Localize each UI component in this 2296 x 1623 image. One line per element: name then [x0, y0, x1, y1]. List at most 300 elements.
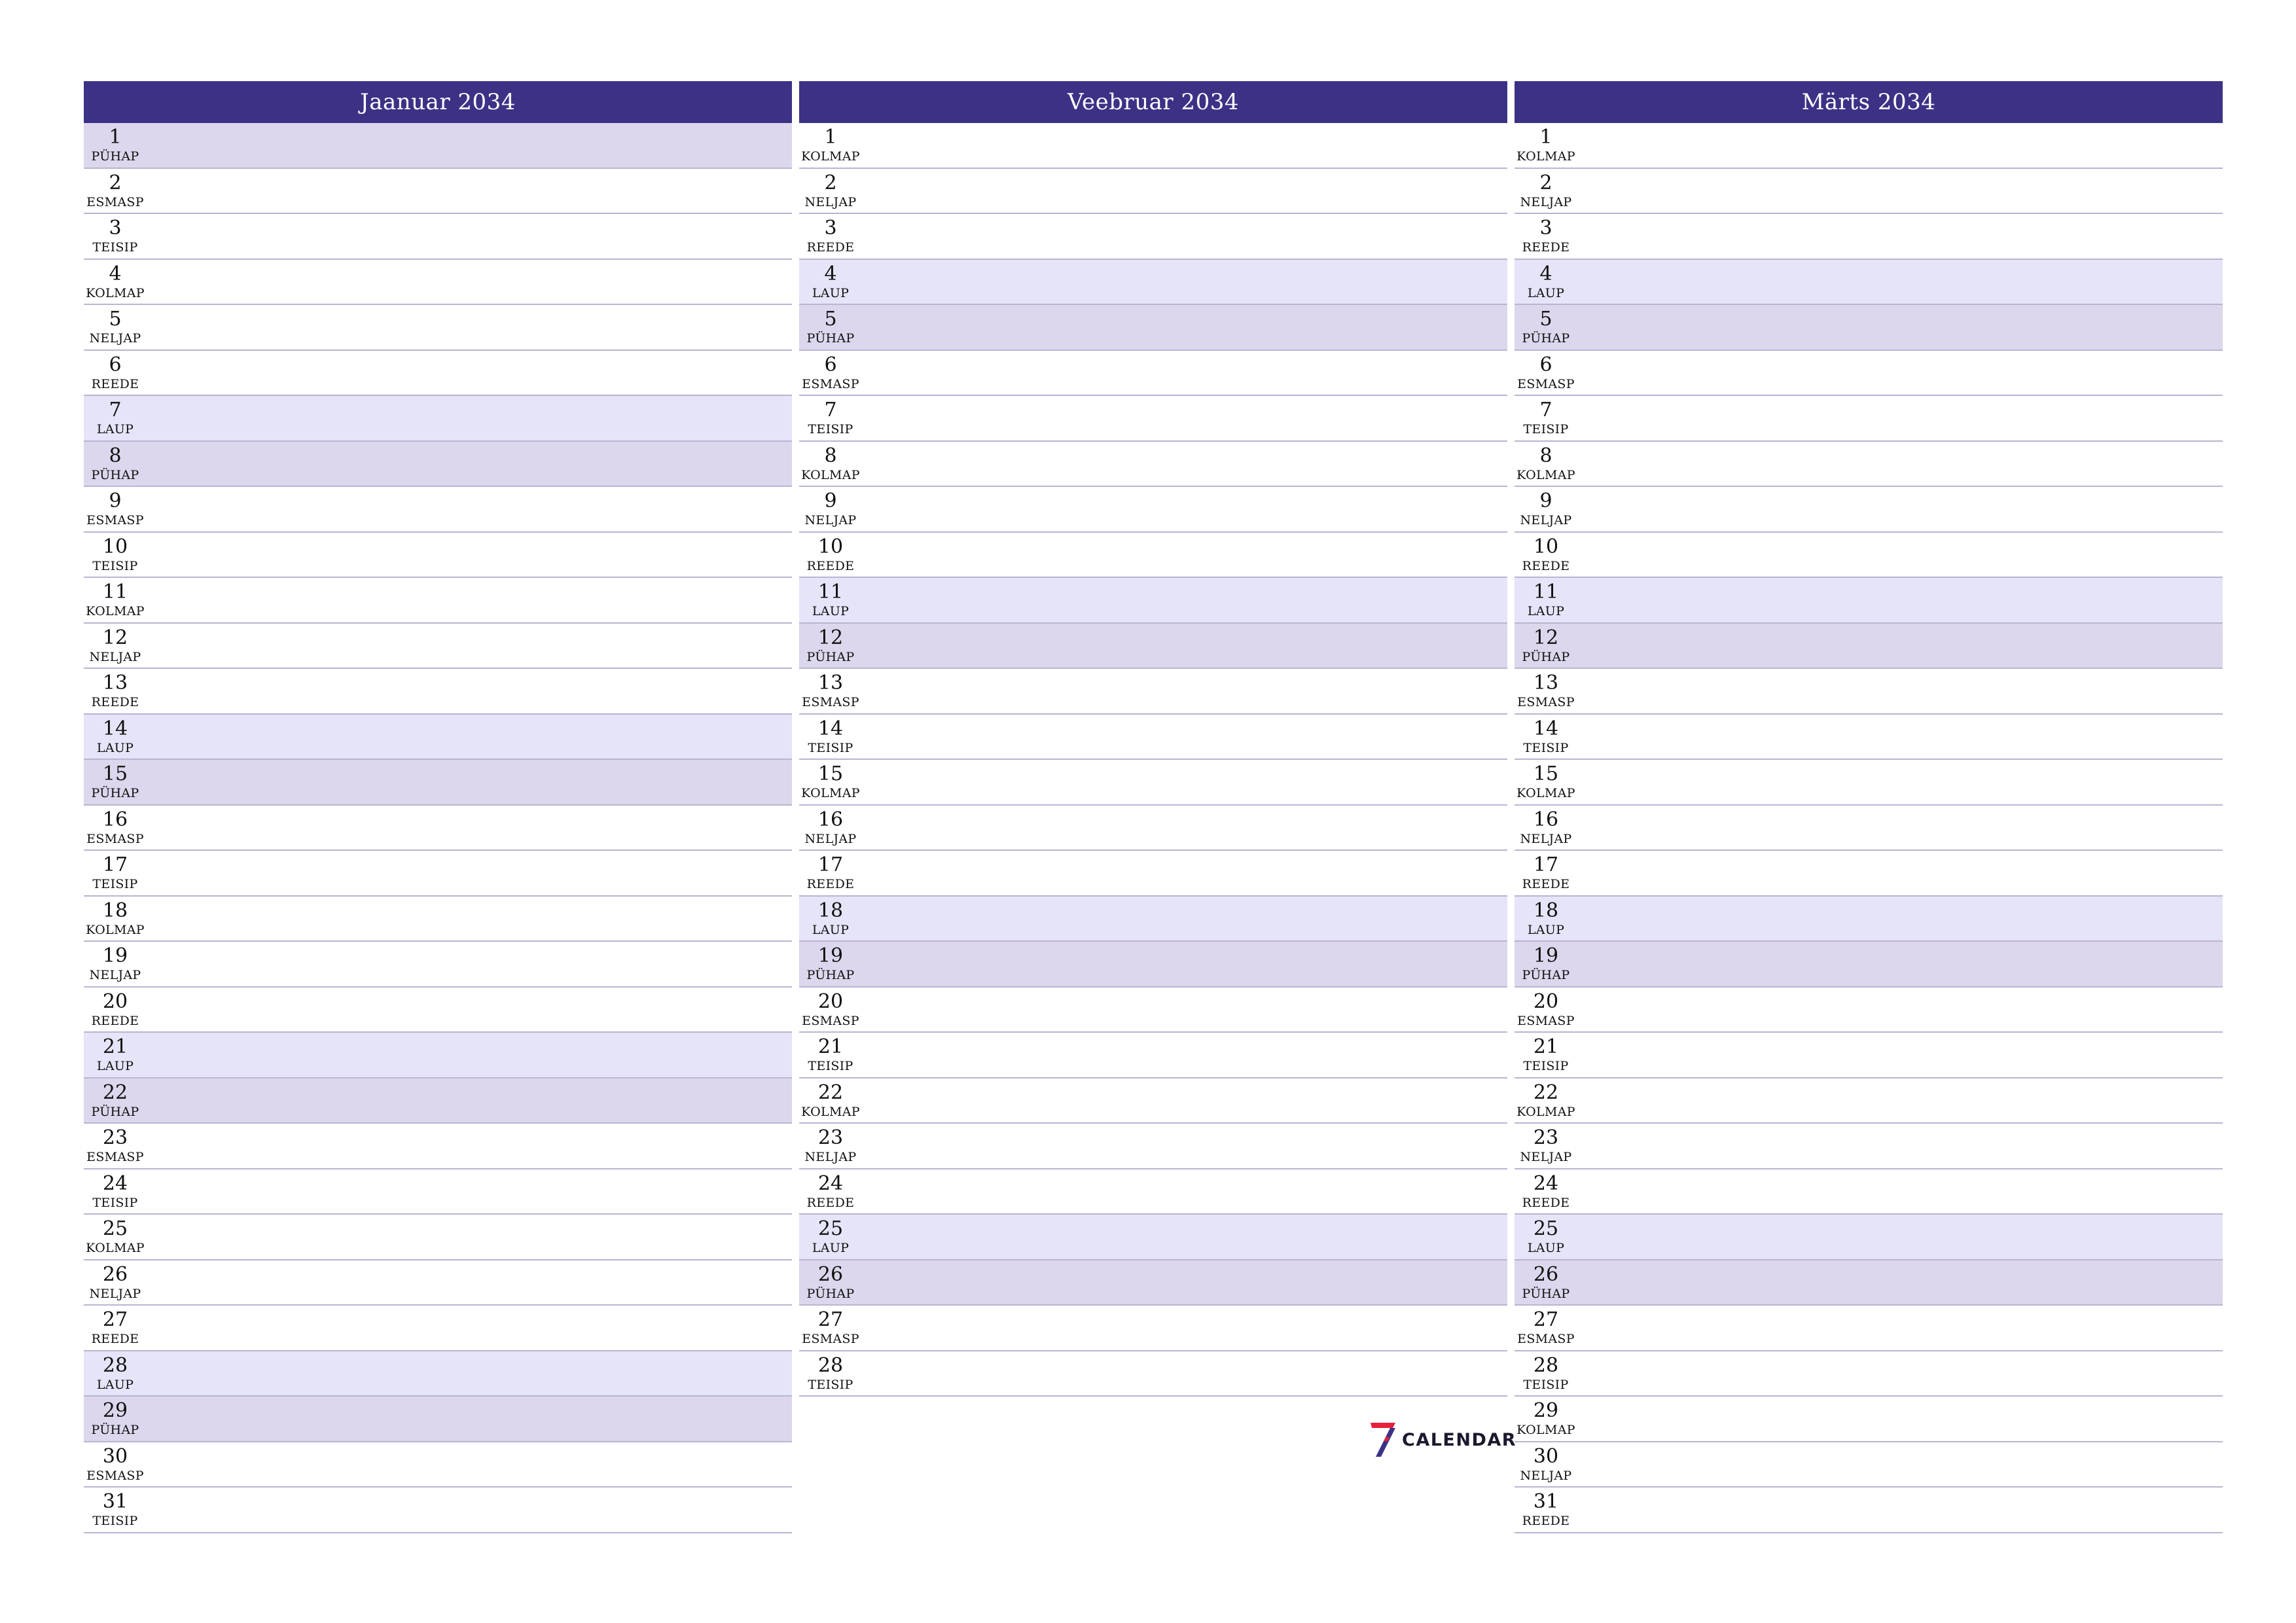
day-label — [799, 353, 862, 391]
day-label — [799, 762, 862, 800]
day-label — [799, 444, 862, 482]
seven-logo-icon — [1368, 1421, 1397, 1458]
day-number: 5 — [1539, 308, 1552, 330]
day-number: 16 — [102, 808, 128, 831]
weekday-name: LAUP — [812, 922, 850, 937]
day-label — [1515, 1445, 1577, 1483]
day-row — [1515, 942, 2223, 988]
day-label — [1515, 535, 1577, 573]
day-row — [799, 214, 1507, 260]
day-label — [1515, 1308, 1577, 1346]
day-row — [799, 624, 1507, 669]
day-number: 11 — [1533, 580, 1559, 603]
day-label — [799, 1308, 862, 1346]
day-label — [799, 1172, 862, 1210]
day-label — [1515, 899, 1577, 937]
weekday-name: TEISIP — [808, 422, 853, 437]
weekday-name: LAUP — [1527, 285, 1565, 300]
day-row — [1515, 1215, 2223, 1260]
day-number: 7 — [824, 399, 837, 421]
day-label — [799, 717, 862, 755]
day-number: 9 — [109, 490, 122, 512]
day-number: 2 — [1539, 171, 1552, 194]
day-row — [1515, 214, 2223, 260]
weekday-name: ESMASP — [1517, 1332, 1575, 1346]
day-label — [1515, 308, 1577, 346]
day-number: 6 — [109, 353, 122, 376]
day-row — [1515, 1079, 2223, 1124]
day-label — [84, 1217, 147, 1255]
day-number: 28 — [817, 1353, 844, 1377]
day-label — [1515, 1399, 1577, 1437]
day-row — [84, 260, 792, 306]
day-number: 19 — [817, 944, 844, 967]
day-row — [799, 169, 1507, 215]
day-row — [799, 260, 1507, 306]
day-number: 4 — [109, 262, 122, 285]
weekday-name: LAUP — [96, 740, 134, 755]
weekday-name: KOLMAP — [1516, 467, 1575, 482]
day-number: 2 — [824, 171, 837, 194]
day-label — [799, 626, 862, 664]
day-label — [84, 126, 147, 164]
weekday-name: TEISIP — [92, 558, 138, 573]
day-number: 1 — [109, 126, 122, 149]
day-number: 25 — [102, 1217, 128, 1240]
day-row — [799, 442, 1507, 488]
day-number: 15 — [1533, 762, 1559, 785]
weekday-name: TEISIP — [92, 877, 138, 891]
day-label — [799, 1126, 862, 1164]
weekday-name: ESMASP — [86, 1468, 144, 1483]
day-number: 6 — [824, 353, 837, 376]
day-number: 22 — [817, 1080, 844, 1104]
day-label — [799, 262, 862, 300]
weekday-name: PÜHAP — [806, 649, 855, 664]
day-row — [84, 487, 792, 533]
day-label — [84, 944, 147, 982]
day-label — [1515, 626, 1577, 664]
day-number: 17 — [102, 853, 128, 876]
day-number: 4 — [1539, 262, 1552, 285]
day-number: 18 — [102, 899, 128, 922]
day-label — [84, 626, 147, 664]
day-row — [84, 669, 792, 715]
day-number: 3 — [109, 217, 122, 240]
day-label — [799, 217, 862, 255]
day-number: 23 — [1533, 1126, 1559, 1149]
day-number: 18 — [1533, 899, 1559, 922]
weekday-name: REEDE — [806, 558, 855, 573]
weekday-name: PÜHAP — [91, 786, 139, 800]
day-label — [799, 1081, 862, 1119]
weekday-name: NELJAP — [804, 831, 857, 846]
day-label — [799, 808, 862, 846]
weekday-name: REEDE — [91, 1013, 139, 1028]
day-number: 26 — [102, 1262, 128, 1286]
day-number: 2 — [109, 171, 122, 194]
weekday-name: KOLMAP — [86, 604, 145, 618]
day-label — [84, 717, 147, 755]
day-row — [84, 533, 792, 579]
weekday-name: REEDE — [806, 877, 855, 891]
weekday-name: PÜHAP — [806, 1286, 855, 1301]
day-number: 29 — [102, 1399, 128, 1422]
day-number: 21 — [817, 1035, 844, 1058]
day-number: 25 — [817, 1217, 844, 1240]
day-number: 28 — [102, 1353, 128, 1377]
day-number: 27 — [1533, 1308, 1559, 1331]
day-number: 17 — [817, 853, 844, 876]
day-number: 5 — [824, 308, 837, 330]
day-label — [84, 490, 147, 527]
day-number: 23 — [817, 1126, 844, 1149]
day-label — [799, 671, 862, 709]
day-number: 5 — [109, 308, 122, 330]
day-row — [799, 123, 1507, 169]
weekday-name: REEDE — [806, 1195, 855, 1210]
day-label — [84, 1263, 147, 1301]
day-row — [84, 305, 792, 351]
day-row — [1515, 897, 2223, 942]
weekday-name: LAUP — [96, 1059, 134, 1073]
day-label — [1515, 580, 1577, 618]
day-number: 25 — [1533, 1217, 1559, 1240]
weekday-name: PÜHAP — [1522, 649, 1570, 664]
day-number: 10 — [817, 535, 844, 558]
day-label — [84, 444, 147, 482]
weekday-name: ESMASP — [86, 194, 144, 209]
day-label — [84, 1172, 147, 1210]
day-row — [84, 169, 792, 215]
weekday-name: LAUP — [1527, 1241, 1565, 1255]
day-number: 11 — [817, 580, 844, 603]
weekday-name: REEDE — [806, 240, 855, 255]
day-number: 27 — [102, 1308, 128, 1331]
day-number: 13 — [1533, 671, 1559, 694]
day-number: 15 — [102, 762, 128, 785]
day-row — [84, 1169, 792, 1215]
day-row — [799, 1033, 1507, 1079]
day-label — [1515, 1035, 1577, 1073]
weekday-name: LAUP — [812, 1241, 850, 1255]
day-number: 20 — [1533, 990, 1559, 1013]
day-label — [799, 899, 862, 937]
weekday-name: TEISIP — [1523, 1059, 1569, 1073]
day-row — [1515, 1169, 2223, 1215]
day-number: 14 — [1533, 717, 1559, 740]
day-number: 13 — [102, 671, 128, 694]
month-title: Jaanuar 2034 — [84, 81, 792, 123]
day-number: 30 — [102, 1444, 128, 1468]
day-number: 7 — [109, 399, 122, 421]
day-number: 22 — [102, 1080, 128, 1104]
day-row — [84, 578, 792, 624]
weekday-name: REEDE — [91, 376, 139, 391]
weekday-name: LAUP — [96, 1377, 134, 1392]
weekday-name: REEDE — [1522, 1514, 1570, 1528]
day-row — [799, 351, 1507, 397]
day-row — [1515, 1306, 2223, 1351]
day-label — [84, 580, 147, 618]
weekday-name: PÜHAP — [806, 331, 855, 346]
day-number: 9 — [1539, 490, 1552, 512]
day-number: 31 — [102, 1490, 128, 1513]
weekday-name: PÜHAP — [1522, 331, 1570, 346]
weekday-name: PÜHAP — [91, 1104, 139, 1119]
weekday-name: NELJAP — [1520, 513, 1572, 527]
weekday-name: LAUP — [96, 422, 134, 437]
weekday-name: REEDE — [1522, 240, 1570, 255]
day-number: 16 — [817, 808, 844, 831]
day-row — [799, 1169, 1507, 1215]
day-number: 9 — [824, 490, 837, 512]
day-label — [84, 899, 147, 937]
day-label — [799, 990, 862, 1028]
weekday-name: PÜHAP — [1522, 1286, 1570, 1301]
weekday-name: REEDE — [91, 1332, 139, 1346]
weekday-name: TEISIP — [92, 240, 138, 255]
day-label — [1515, 1126, 1577, 1164]
day-label — [84, 671, 147, 709]
weekday-name: KOLMAP — [801, 1104, 860, 1119]
day-number: 1 — [824, 126, 837, 149]
day-row — [1515, 1033, 2223, 1079]
weekday-name: ESMASP — [802, 1332, 859, 1346]
day-number: 1 — [1539, 126, 1552, 149]
day-label — [799, 944, 862, 982]
weekday-name: NELJAP — [1520, 1150, 1572, 1164]
day-label — [84, 1354, 147, 1392]
weekday-name: NELJAP — [804, 513, 857, 527]
day-label — [799, 535, 862, 573]
weekday-name: REEDE — [91, 695, 139, 709]
day-number: 11 — [102, 580, 128, 603]
day-row — [1515, 1124, 2223, 1169]
day-label — [799, 399, 862, 437]
day-number: 20 — [102, 990, 128, 1013]
weekday-name: PÜHAP — [91, 467, 139, 482]
day-row — [1515, 260, 2223, 306]
weekday-name: TEISIP — [1523, 1377, 1569, 1392]
weekday-name: PÜHAP — [91, 1423, 139, 1437]
day-number: 21 — [102, 1035, 128, 1058]
day-number: 24 — [1533, 1171, 1559, 1195]
day-number: 14 — [817, 717, 844, 740]
day-number: 27 — [817, 1308, 844, 1331]
day-label — [1515, 399, 1577, 437]
weekday-name: LAUP — [812, 604, 850, 618]
day-row — [84, 897, 792, 942]
day-row — [84, 1488, 792, 1533]
day-label — [1515, 944, 1577, 982]
day-row — [799, 988, 1507, 1033]
weekday-name: TEISIP — [808, 1377, 853, 1392]
day-label — [84, 217, 147, 255]
weekday-name: ESMASP — [802, 376, 859, 391]
day-label — [84, 990, 147, 1028]
weekday-name: NELJAP — [89, 968, 141, 982]
day-row — [1515, 396, 2223, 442]
day-number: 20 — [817, 990, 844, 1013]
weekday-name: KOLMAP — [801, 786, 860, 800]
weekday-name: ESMASP — [1517, 376, 1575, 391]
day-row — [1515, 305, 2223, 351]
day-label — [799, 580, 862, 618]
day-number: 19 — [1533, 944, 1559, 967]
day-row — [84, 851, 792, 897]
day-row — [84, 760, 792, 806]
day-row — [1515, 169, 2223, 215]
day-row — [1515, 1351, 2223, 1397]
weekday-name: NELJAP — [1520, 194, 1572, 209]
weekday-name: KOLMAP — [86, 285, 145, 300]
day-row — [84, 1260, 792, 1306]
day-row — [84, 396, 792, 442]
weekday-name: TEISIP — [808, 1059, 853, 1073]
day-label — [1515, 1172, 1577, 1210]
day-label — [799, 853, 862, 891]
day-number: 24 — [817, 1171, 844, 1195]
day-number: 26 — [817, 1262, 844, 1286]
day-label — [1515, 762, 1577, 800]
day-row — [799, 669, 1507, 715]
day-row — [84, 1351, 792, 1397]
day-number: 6 — [1539, 353, 1552, 376]
weekday-name: KOLMAP — [1516, 1423, 1575, 1437]
weekday-name: KOLMAP — [86, 1241, 145, 1255]
day-row — [1515, 988, 2223, 1033]
day-number: 3 — [1539, 217, 1552, 240]
day-label — [1515, 444, 1577, 482]
day-label — [84, 808, 147, 846]
day-label — [84, 171, 147, 209]
day-label — [84, 353, 147, 391]
day-label — [84, 262, 147, 300]
day-label — [84, 762, 147, 800]
day-row — [84, 123, 792, 169]
day-label — [1515, 717, 1577, 755]
day-number: 10 — [102, 535, 128, 558]
day-label — [84, 1445, 147, 1483]
day-row — [1515, 624, 2223, 669]
day-row — [799, 715, 1507, 760]
weekday-name: TEISIP — [92, 1514, 138, 1528]
day-row — [799, 1306, 1507, 1351]
day-row — [1515, 1397, 2223, 1442]
day-label — [84, 399, 147, 437]
day-label — [1515, 490, 1577, 527]
weekday-name: REEDE — [1522, 1195, 1570, 1210]
day-label — [799, 490, 862, 527]
day-number: 12 — [1533, 626, 1559, 649]
day-label — [799, 126, 862, 164]
weekday-name: ESMASP — [802, 695, 859, 709]
weekday-name: ESMASP — [86, 831, 144, 846]
day-row — [1515, 669, 2223, 715]
day-label — [84, 1081, 147, 1119]
weekday-name: REEDE — [1522, 558, 1570, 573]
weekday-name: KOLMAP — [1516, 149, 1575, 164]
day-number: 14 — [102, 717, 128, 740]
day-label — [1515, 217, 1577, 255]
day-row — [1515, 760, 2223, 806]
day-label — [1515, 990, 1577, 1028]
day-label — [799, 1263, 862, 1301]
month-march — [1515, 81, 2223, 1533]
day-number: 8 — [1539, 444, 1552, 467]
day-label — [1515, 1217, 1577, 1255]
day-number: 13 — [817, 671, 844, 694]
weekday-name: NELJAP — [1520, 1468, 1572, 1483]
weekday-name: ESMASP — [1517, 1013, 1575, 1028]
day-number: 10 — [1533, 535, 1559, 558]
day-row — [799, 305, 1507, 351]
day-number: 28 — [1533, 1353, 1559, 1377]
day-label — [1515, 126, 1577, 164]
day-row — [1515, 1442, 2223, 1488]
day-row — [84, 1124, 792, 1169]
day-row — [84, 988, 792, 1033]
day-label — [799, 1035, 862, 1073]
day-label — [1515, 1081, 1577, 1119]
day-row — [799, 897, 1507, 942]
day-row — [799, 806, 1507, 851]
day-row — [799, 487, 1507, 533]
day-row — [84, 214, 792, 260]
day-row — [84, 624, 792, 669]
weekday-name: ESMASP — [86, 1150, 144, 1164]
day-label — [799, 1354, 862, 1392]
day-row — [799, 1260, 1507, 1306]
day-label — [799, 308, 862, 346]
day-row — [84, 442, 792, 488]
day-label — [1515, 853, 1577, 891]
day-row — [1515, 533, 2223, 579]
weekday-name: ESMASP — [1517, 695, 1575, 709]
month-january — [84, 81, 792, 1533]
day-list — [84, 123, 792, 1533]
weekday-name: KOLMAP — [801, 467, 860, 482]
weekday-name: KOLMAP — [86, 922, 145, 937]
day-row — [84, 1079, 792, 1124]
day-row — [799, 760, 1507, 806]
day-row — [799, 1079, 1507, 1124]
day-number: 21 — [1533, 1035, 1559, 1058]
day-list — [1515, 123, 2223, 1533]
day-number: 31 — [1533, 1490, 1559, 1513]
day-label — [84, 308, 147, 346]
day-number: 4 — [824, 262, 837, 285]
day-row — [799, 942, 1507, 988]
weekday-name: TEISIP — [1523, 422, 1569, 437]
weekday-name: PÜHAP — [1522, 968, 1570, 982]
day-row — [1515, 351, 2223, 397]
day-row — [1515, 442, 2223, 488]
calendar-logo — [1368, 1420, 1516, 1459]
day-label — [1515, 671, 1577, 709]
weekday-name: PÜHAP — [806, 968, 855, 982]
day-number: 22 — [1533, 1080, 1559, 1104]
day-row — [1515, 578, 2223, 624]
day-row — [799, 1351, 1507, 1397]
day-label — [84, 1308, 147, 1346]
day-label — [84, 1035, 147, 1073]
day-label — [1515, 1354, 1577, 1392]
logo-text: CALENDAR — [1402, 1429, 1517, 1450]
weekday-name: ESMASP — [86, 513, 144, 527]
weekday-name: TEISIP — [808, 740, 853, 755]
